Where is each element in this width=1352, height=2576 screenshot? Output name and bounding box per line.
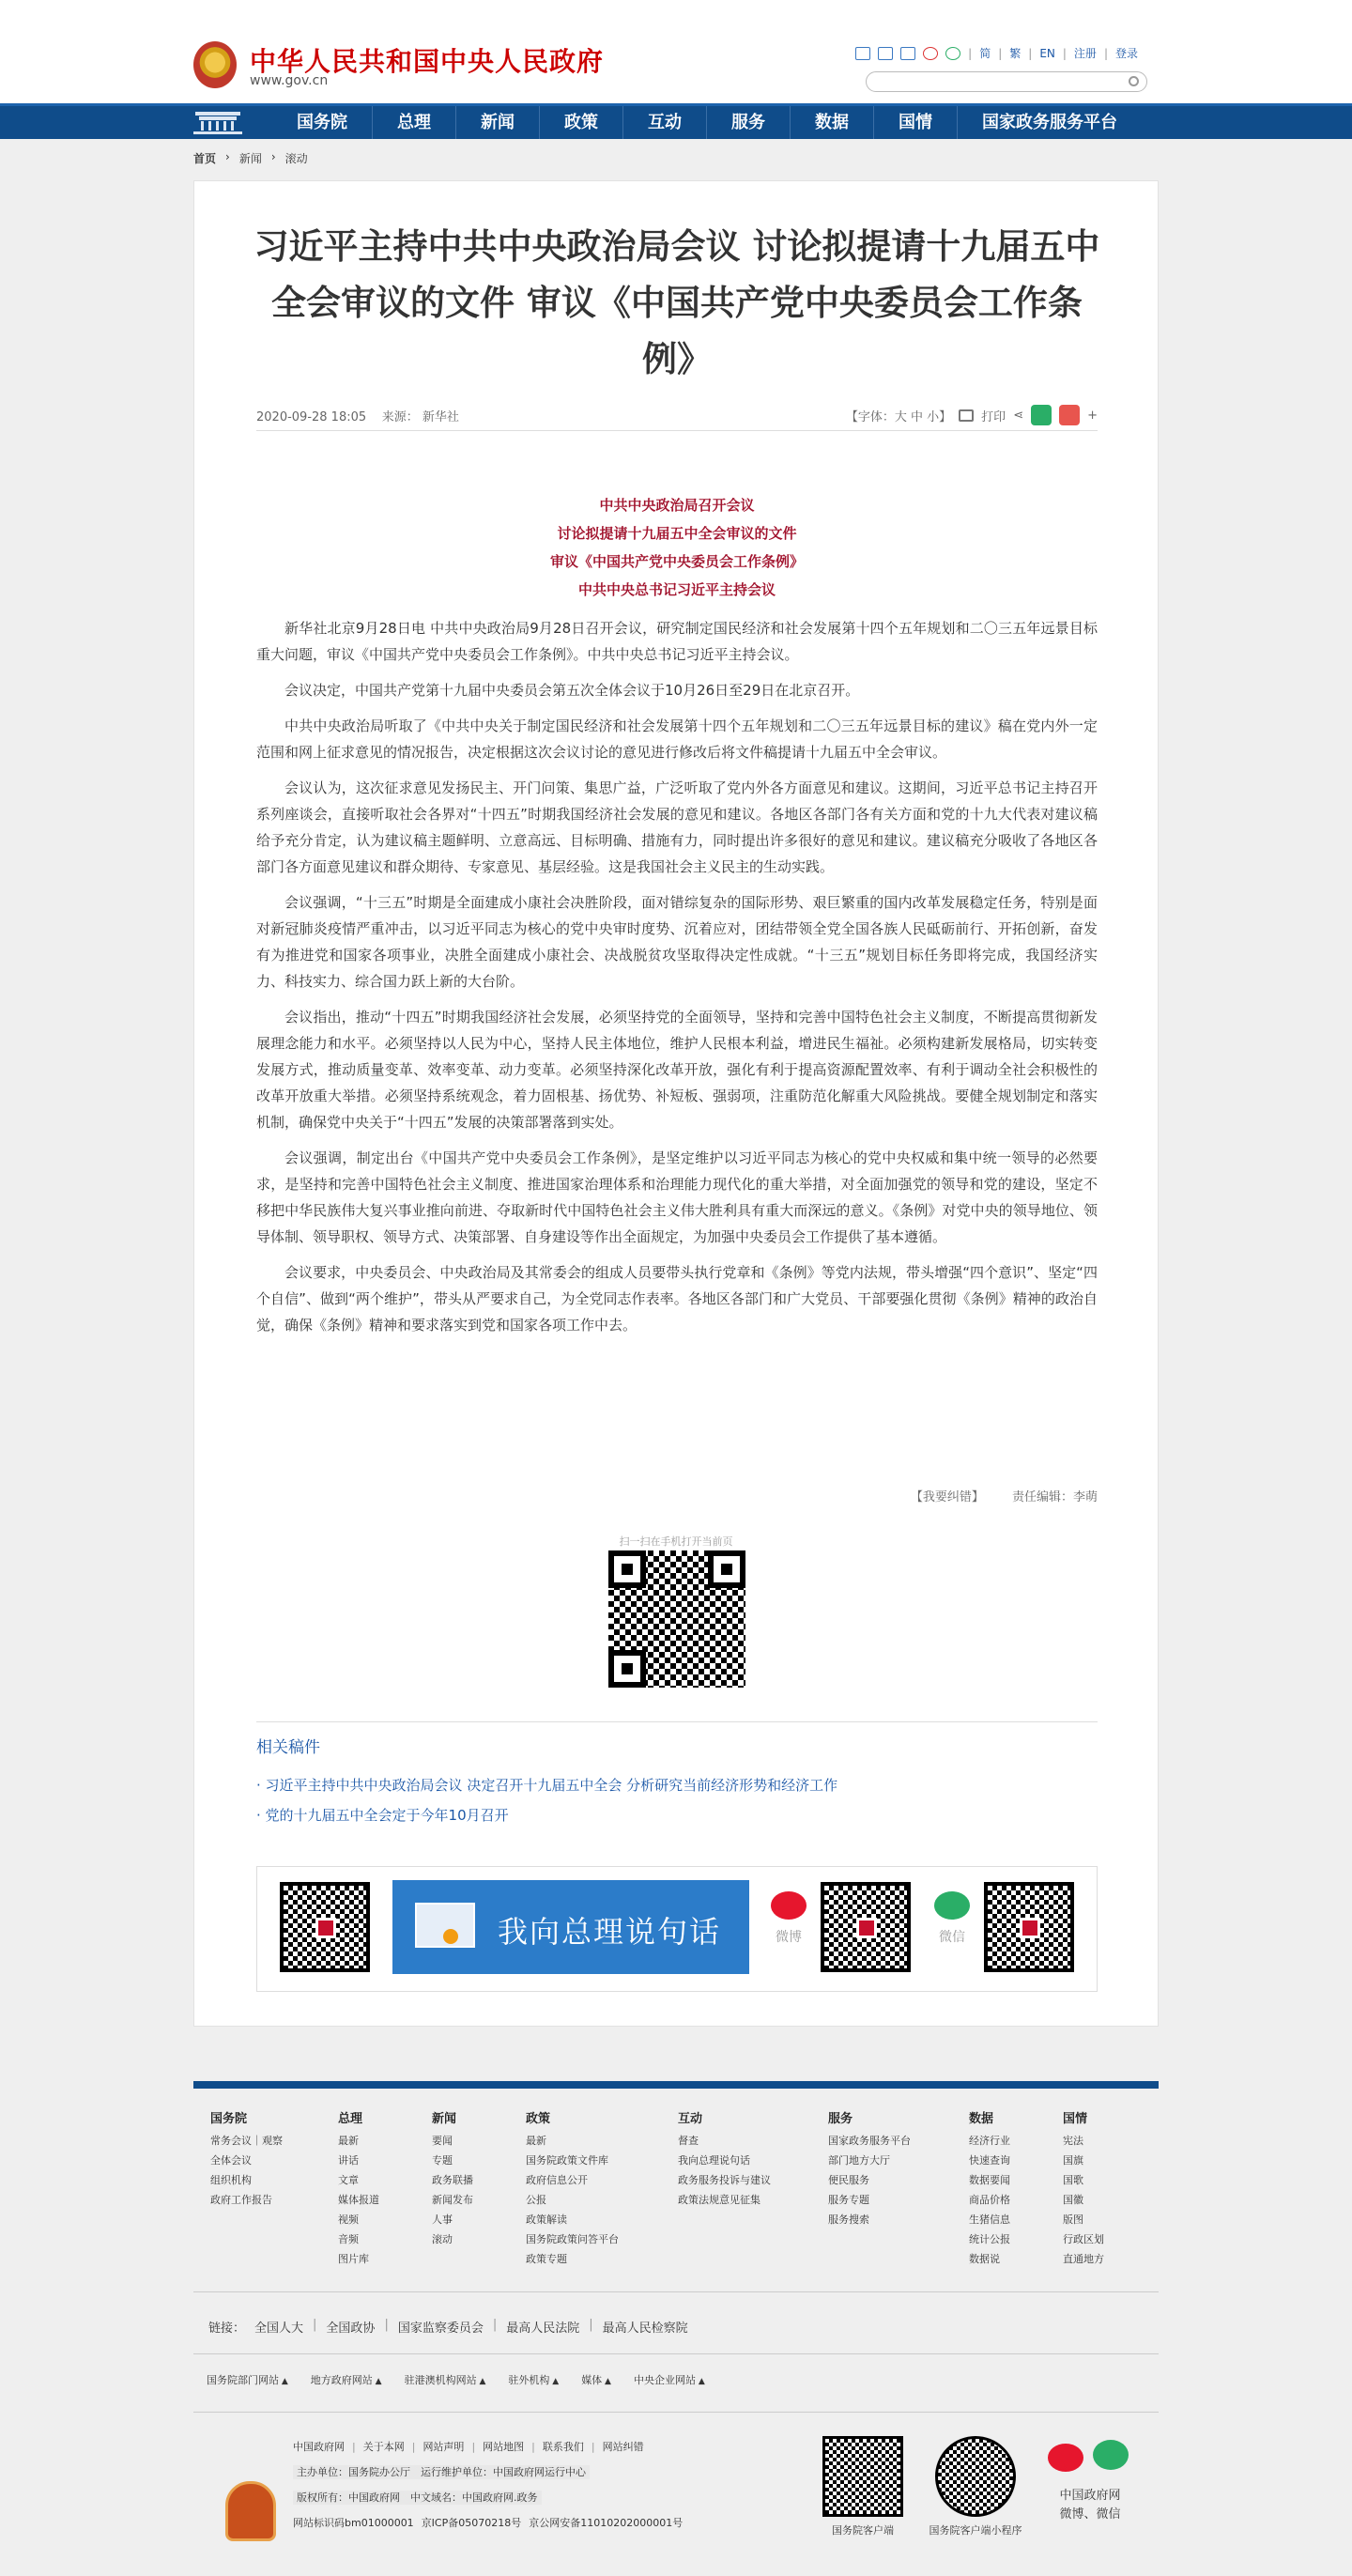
site-group-selects	[207, 2372, 705, 2387]
footer-col: 数据 经济行业 快速查询 数据要闻 商品价格 生猪信息 统计公报 数据说	[969, 2112, 1010, 2265]
select-local-gov[interactable]: 地方政府网站 ▲	[311, 2372, 382, 2387]
headline-line: 中共中央总书记习近平主持会议	[577, 581, 776, 598]
footer-col: 新闻 要闻 专题 政务联播 新闻发布 人事 滚动	[432, 2112, 473, 2245]
headline-line: 讨论拟提请十九届五中全会审议的文件	[557, 525, 797, 542]
site-footer	[193, 2081, 1159, 2576]
editor-line	[256, 1487, 1098, 1504]
page-qr-code	[608, 1550, 745, 1688]
chevron-right-icon: ›	[270, 150, 276, 163]
breadcrumb-rolling[interactable]: 滚动	[284, 152, 308, 165]
select-departments[interactable]: 国务院部门网站 ▲	[207, 2372, 288, 2387]
weibo-icon[interactable]	[1048, 2444, 1083, 2472]
paragraph: 会议强调，制定出台《中国共产党中央委员会工作条例》，是坚定维护以习近平同志为核心的党中央权威和集中统一领导的必然要求，是坚持和完善中国特色社会主义制度、推进国家治理体系和治理能力现代化的重大举措，对全面加强党的领导和党的建设，坚定不移把中华民族伟大复兴事业推向前进、夺取新时代中国特色社会主义伟大胜利具有重大而深远的意义。《条例》对党中央的领导地位、领导体制、领导职权、领导方式、决策部署、自身建设等作出全面规定，为加强中央委员会工作提供了基本遵循。	[256, 1149, 1098, 1245]
wechat-icon	[934, 1891, 970, 1920]
link-npc[interactable]: 全国人大	[254, 2321, 304, 2336]
footer-col: 国务院 常务会议｜观察 全体会议 组织机构 政府工作报告	[210, 2112, 283, 2206]
nav-item-data[interactable]: 数据	[790, 106, 873, 139]
top-links: | 简 | 繁 | EN | 注册 | 登录	[855, 45, 1138, 61]
publish-date: 2020-09-28 18:05	[256, 410, 367, 424]
footer-bottom: 中国政府网 | 关于本网 | 网站声明 | 网站地图 | 联系我们 | 网站纠错 主办单位：国务院办公厅 运行维护单位：中国政府网运行中心 版权所有：中国政府网 中文域名：中国政府网.政务 网站标识码bm01000001 京ICP备05070218号 京公网安备11010202000001号 国务院客户端 国务院客户端小程序 中国政府网 微博、微信	[193, 2412, 1159, 2576]
weibo-icon[interactable]	[923, 47, 938, 60]
weibo-qr-code	[821, 1882, 911, 1972]
related-link[interactable]: · 习近平主持中共中央政治局会议 决定召开十九届五中全会 分析研究当前经济形势和经济工作	[256, 1770, 1098, 1800]
article-container	[193, 180, 1159, 2027]
weibo-entry[interactable]	[768, 1891, 809, 1946]
article-body	[256, 615, 1098, 1348]
source-label: 来源：	[381, 410, 419, 424]
site-header	[0, 0, 1352, 103]
app-qr-code	[822, 2436, 903, 2517]
article-headlines	[256, 491, 1098, 604]
paragraph: 会议决定，中国共产党第十九届中央委员会第五次全体会议于10月26日至29日在北京召开。	[284, 682, 860, 699]
printer-icon[interactable]	[959, 409, 974, 422]
more-share-icon[interactable]: +	[1087, 408, 1098, 423]
breadcrumb-news[interactable]: 新闻	[238, 152, 262, 165]
nav-item-services[interactable]: 服务	[706, 106, 790, 139]
register-link[interactable]: 注册	[1073, 47, 1097, 60]
nav-item-policy[interactable]: 政策	[539, 106, 622, 139]
paragraph: 会议认为，这次征求意见发扬民主、开门问策、集思广益，广泛听取了党内外各方面意见和建议。这期间，习近平总书记主持召开系列座谈会，直接听取社会各界对“十四五”时期我国经济社会发展的意见和建议。各地区各部门各有关方面和党的十九大代表对建议稿给予充分肯定，认为建议稿主题鲜明、立意高远、目标明确、措施有力，同时提出许多很好的意见和建议。建议稿充分吸收了各地区各部门各方面意见建议和群众期待、专家意见、基层经验。这是我国社会主义民主的生动实践。	[256, 779, 1098, 875]
rss-icon[interactable]	[878, 47, 893, 60]
paragraph: 中共中央政治局听取了《中共中央关于制定国民经济和社会发展第十四个五年规划和二〇三五年远景目标的建议》稿在党内外一定范围和网上征求意见的情况报告，决定根据这次会议讨论的意见进行修改后将文件稿提请十九届五中全会审议。	[256, 717, 1098, 761]
nav-item-service-platform[interactable]: 国家政务服务平台	[957, 106, 1142, 139]
sponsor-info: 主办单位：国务院办公厅 运行维护单位：中国政府网运行中心	[293, 2465, 590, 2479]
search-input[interactable]	[866, 71, 1147, 92]
wechat-icon[interactable]	[1093, 2440, 1129, 2470]
nav-item-premier[interactable]: 总理	[372, 106, 455, 139]
wechat-share-icon[interactable]	[1031, 405, 1052, 425]
footer-col: 政策 最新 国务院政策文件库 政府信息公开 公报 政策解读 国务院政策问答平台 政策专题	[526, 2112, 619, 2265]
footer-col: 国情 宪法 国旗 国歌 国徽 版图 行政区划 直通地方	[1063, 2112, 1104, 2265]
lang-english-link[interactable]: EN	[1039, 46, 1055, 60]
link-nsc[interactable]: 国家监察委员会	[397, 2321, 484, 2336]
source-name: 新华社	[422, 410, 459, 424]
promo-banner	[256, 1866, 1098, 1992]
weibo-share-icon[interactable]	[1059, 405, 1080, 425]
nav-item-state-council[interactable]: 国务院	[297, 113, 347, 132]
footer-sitemap	[210, 2109, 1149, 2269]
footer-info: 中国政府网 | 关于本网 | 网站声明 | 网站地图 | 联系我们 | 网站纠错 主办单位：国务院办公厅 运行维护单位：中国政府网运行中心 版权所有：中国政府网 中文域名：中国政府网.政务 网站标识码bm01000001 京ICP备05070218号 京公网安备11010202000001号	[293, 2441, 684, 2529]
wechat-qr-code	[984, 1882, 1074, 1972]
report-error-link[interactable]: 【我要纠错】	[910, 1490, 984, 1504]
app-qr-code	[280, 1882, 370, 1972]
select-soe[interactable]: 中央企业网站 ▲	[634, 2372, 705, 2387]
paragraph: 会议指出，推动“十四五”时期我国经济社会发展，必须坚持党的全面领导，坚持和完善中国特色社会主义制度，不断提高贯彻新发展理念能力和水平。必须坚持以人民为中心，坚持人民主体地位，维护人民根本利益，增进民生福祉。必须构建新发展格局，切实转变发展方式，推动质量变革、效率变革、动力变革。必须坚持深化改革开放，强化有利于提高资源配置效率、有利于调动全社会积极性的改革开放重大举措。必须坚持系统观念，着力固根基、扬优势、补短板、强弱项，注重防范化解重大风险挑战。要健全规划制定和落实机制，确保党中央关于“十四五”发展的决策部署落到实处。	[256, 1009, 1098, 1131]
site-url: www.gov.cn	[250, 73, 329, 88]
headline-line: 审议《中国共产党中央委员会工作条例》	[549, 553, 804, 570]
nav-item-national-conditions[interactable]: 国情	[873, 106, 957, 139]
main-nav	[0, 103, 1352, 139]
related-link[interactable]: · 党的十九届五中全会定于今年10月召开	[256, 1800, 1098, 1830]
wechat-icon[interactable]	[945, 47, 960, 60]
site-name[interactable]: 中华人民共和国中央人民政府	[250, 46, 605, 77]
paragraph: 会议要求，中央委员会、中央政治局及其常委会的组成人员要带头执行党章和《条例》等党内法规，带头增强“四个意识”、坚定“四个自信”、做到“两个维护”，带头从严要求自己，为全党同志作表率。各地区各部门和广大党员、干部要强化贯彻《条例》精神的政治自觉，确保《条例》精神和要求落实到党和国家各项工作中去。	[256, 1264, 1098, 1334]
related-articles	[256, 1721, 1098, 1830]
great-hall-icon	[193, 112, 242, 134]
select-hk-macao[interactable]: 驻港澳机构网站 ▲	[405, 2372, 486, 2387]
page-title: 习近平主持中共中央政治局会议 讨论拟提请十九届五中全会审议的文件 审议《中国共产党中央委员会工作条例》	[254, 226, 1100, 379]
nav-item-interaction[interactable]: 互动	[622, 106, 706, 139]
copyright-info: 版权所有：中国政府网 中文域名：中国政府网.政务	[293, 2491, 542, 2505]
link-spc[interactable]: 最高人民法院	[506, 2321, 580, 2336]
footer-col: 总理 最新 讲话 文章 媒体报道 视频 音频 图片库	[338, 2112, 379, 2265]
wechat-entry[interactable]	[931, 1891, 973, 1946]
link-cppcc[interactable]: 全国政协	[326, 2321, 376, 2336]
speak-to-premier-button[interactable]	[392, 1880, 749, 1974]
nav-item-news[interactable]: 新闻	[455, 106, 539, 139]
breadcrumb	[193, 150, 308, 166]
footer-col: 互动 督查 我向总理说句话 政务服务投诉与建议 政策法规意见征集	[678, 2112, 771, 2206]
party-gov-badge-icon[interactable]	[225, 2481, 276, 2541]
headline-line: 中共中央政治局召开会议	[599, 497, 755, 514]
lang-simplified-link[interactable]: 简	[979, 47, 991, 60]
friend-links: 链接： 全国人大 | 全国政协 | 国家监察委员会 | 最高人民法院 | 最高人民检察院	[208, 2318, 688, 2336]
speak-to-premier-label: 我向总理说句话	[498, 1914, 722, 1950]
font-size-control[interactable]: 【字体：大 中 小】	[845, 409, 952, 424]
select-media[interactable]: 媒体 ▲	[581, 2372, 611, 2387]
weibo-label: 微博	[776, 1930, 802, 1945]
article-meta	[256, 403, 1098, 431]
search-icon[interactable]	[1129, 76, 1139, 86]
share-icon[interactable]: ⋖	[1013, 408, 1024, 423]
lang-traditional-link[interactable]: 繁	[1009, 47, 1022, 60]
related-heading: 相关稿件	[256, 1738, 320, 1757]
paragraph: 会议强调，“十三五”时期是全面建成小康社会决胜阶段，面对错综复杂的国际形势、艰巨繁重的国内改革发展稳定任务，特别是面对新冠肺炎疫情严重冲击，以习近平同志为核心的党中央审时度势、沉着应对，团结带领全党全国各族人民砥砺前行、开拓创新，奋发有为推进党和国家各项事业，决胜全面建成小康社会、决战脱贫攻坚取得决定性成就。“十三五”规划目标任务即将完成，我国经济实力、科技实力、综合国力跃上新的大台阶。	[256, 894, 1098, 990]
weibo-icon	[771, 1891, 807, 1920]
qr-tip: 扫一扫在手机打开当前页	[619, 1535, 733, 1548]
breadcrumb-home[interactable]: 首页	[193, 152, 217, 165]
print-button[interactable]: 打印	[981, 409, 1006, 424]
paragraph: 新华社北京9月28日电 中共中央政治局9月28日召开会议，研究制定国民经济和社会发展第十四个五年规划和二〇三五年远景目标重大问题，审议《中国共产党中央委员会工作条例》。中共中央总书记习近平主持会议。	[256, 620, 1098, 663]
miniprogram-qr-code	[935, 2436, 1016, 2517]
mail-icon[interactable]	[855, 47, 870, 60]
login-link[interactable]: 登录	[1114, 47, 1138, 60]
national-emblem-icon[interactable]	[193, 41, 237, 88]
link-spp[interactable]: 最高人民检察院	[602, 2321, 688, 2336]
chevron-right-icon: ›	[225, 150, 230, 163]
mobile-icon[interactable]	[900, 47, 915, 60]
footer-col: 服务 国家政务服务平台 部门地方大厅 便民服务 服务专题 服务搜索	[828, 2112, 911, 2226]
responsible-editor: 责任编辑：李萌	[1011, 1490, 1098, 1504]
select-overseas[interactable]: 驻外机构 ▲	[508, 2372, 559, 2387]
wechat-label: 微信	[939, 1930, 965, 1945]
envelope-icon	[415, 1903, 475, 1948]
